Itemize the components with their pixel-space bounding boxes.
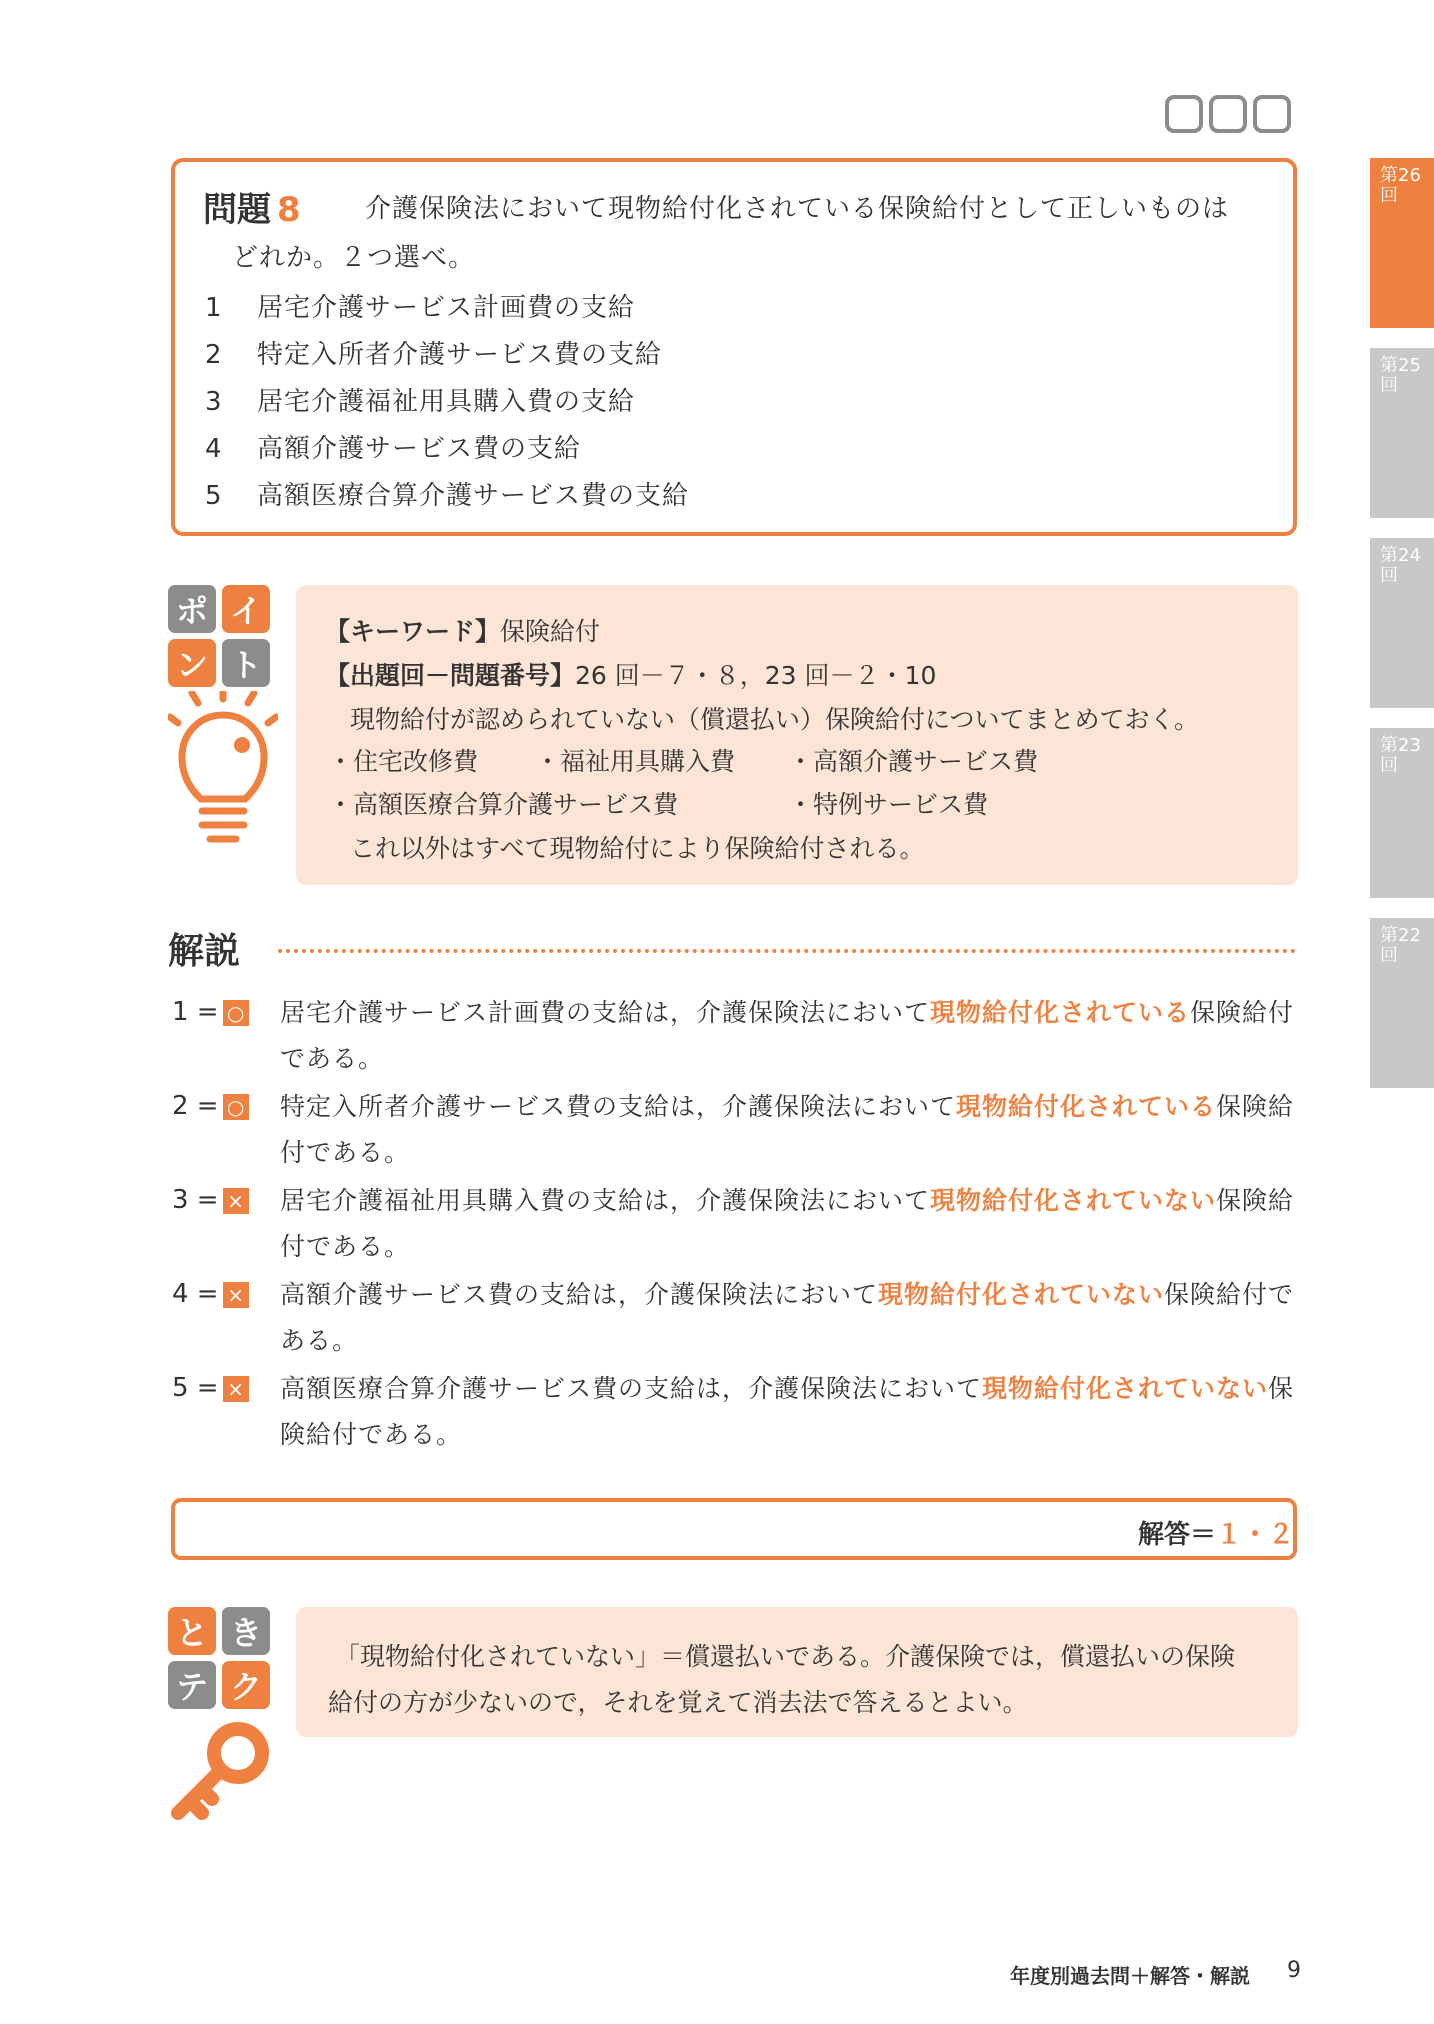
option-2[interactable] — [205, 334, 662, 371]
tokitech-icon-char: ク — [222, 1661, 270, 1709]
exp-pre: 居宅介護サービス計画費の支給は，介護保険法において — [280, 998, 931, 1027]
exp-highlight: 現物給付化されている — [930, 998, 1191, 1027]
option-text: 居宅介護サービス計画費の支給 — [257, 293, 636, 323]
question-number: 8 — [277, 190, 301, 230]
explanation-text-4 — [280, 1272, 1300, 1364]
page-number: 9 — [1287, 1958, 1301, 1983]
circle-mark-icon: ○ — [223, 1000, 249, 1026]
cross-mark-icon: × — [223, 1282, 249, 1308]
tab-label: 第26回 — [1380, 165, 1421, 206]
explanation-label-1 — [172, 997, 249, 1027]
answer-box — [171, 1498, 1297, 1560]
exp-post: 保険給付である。 — [280, 998, 1295, 1073]
tab-label: 第22回 — [1380, 925, 1421, 966]
option-text: 高額介護サービス費の支給 — [257, 434, 582, 464]
tokitech-line1: 「現物給付化されていない」＝償還払いである。介護保険では，償還払いの保険 — [335, 1642, 1236, 1671]
keyword-value: 保険給付 — [500, 617, 601, 646]
option-1[interactable] — [205, 287, 635, 324]
option-text: 高額医療合算介護サービス費の支給 — [257, 481, 690, 511]
question-title — [203, 182, 301, 231]
exp-pre: 高額介護サービス費の支給は，介護保険法において — [280, 1280, 879, 1309]
exp-highlight: 現物給付化されていない — [930, 1186, 1217, 1215]
point-icon — [168, 585, 278, 860]
tab-22[interactable] — [1370, 918, 1434, 1088]
circle-mark-icon: ○ — [223, 1094, 249, 1120]
item-label: 2 = — [172, 1091, 219, 1121]
heading-divider — [278, 949, 1296, 953]
point-icon-char: ト — [222, 639, 270, 687]
explanation-text-2 — [280, 1084, 1300, 1176]
tab-label: 第24回 — [1380, 545, 1421, 586]
point-line1: 現物給付が認められていない（償還払い）保険給付についてまとめておく。 — [350, 705, 1200, 734]
tokitech-icon-char: テ — [168, 1661, 216, 1709]
exp-pre: 居宅介護福祉用具購入費の支給は，介護保険法において — [280, 1186, 931, 1215]
point-icon-char: イ — [222, 585, 270, 633]
check-box[interactable] — [1165, 95, 1203, 133]
item-label: 3 = — [172, 1185, 219, 1215]
tab-23[interactable] — [1370, 728, 1434, 898]
option-num: 3 — [205, 387, 223, 417]
option-text: 特定入所者介護サービス費の支給 — [257, 340, 663, 370]
cross-mark-icon: × — [223, 1376, 249, 1402]
point-item: ・特例サービス費 — [788, 790, 989, 819]
option-num: 2 — [205, 340, 223, 370]
point-item: ・高額介護サービス費 — [788, 747, 1039, 776]
tab-label: 第23回 — [1380, 735, 1421, 776]
check-box[interactable] — [1253, 95, 1291, 133]
explanation-text-5 — [280, 1366, 1300, 1458]
exp-pre: 高額医療合算介護サービス費の支給は，介護保険法において — [280, 1374, 983, 1403]
answer — [1138, 1514, 1294, 1551]
source-label: 【出題回－問題番号】 — [325, 661, 576, 690]
explanation-label-3 — [172, 1185, 249, 1215]
item-label: 1 = — [172, 997, 219, 1027]
option-num: 1 — [205, 293, 223, 323]
point-item: ・高額医療合算介護サービス費 — [328, 790, 679, 819]
answer-value: １・２ — [1215, 1520, 1294, 1550]
tab-25[interactable] — [1370, 348, 1434, 518]
exp-highlight: 現物給付化されている — [956, 1092, 1217, 1121]
question-text-line1: 介護保険法において現物給付化されている保険給付として正しいものは — [365, 194, 1230, 224]
explanation-label-5 — [172, 1373, 249, 1403]
exp-post: 保険給付である。 — [280, 1092, 1295, 1167]
key-icon — [168, 1715, 278, 1835]
explanation-heading: 解説 — [168, 931, 241, 972]
exp-pre: 特定入所者介護サービス費の支給は，介護保険法において — [280, 1092, 957, 1121]
check-box[interactable] — [1209, 95, 1247, 133]
tokitech-icon — [168, 1607, 278, 1839]
keyword-line — [325, 612, 600, 648]
exp-highlight: 現物給付化されていない — [878, 1280, 1165, 1309]
cross-mark-icon: × — [223, 1188, 249, 1214]
option-num: 4 — [205, 434, 223, 464]
option-3[interactable] — [205, 381, 635, 418]
answer-label: 解答＝ — [1137, 1520, 1216, 1550]
point-item: ・福祉用具購入費 — [535, 747, 736, 776]
question-text-line2: どれか。２つ選べ。 — [232, 243, 476, 273]
exp-post: 保険給付である。 — [280, 1374, 1295, 1449]
point-item: ・住宅改修費 — [328, 747, 479, 776]
keyword-label: 【キーワード】 — [325, 617, 501, 646]
tab-24[interactable] — [1370, 538, 1434, 708]
option-num: 5 — [205, 481, 223, 511]
tokitech-icon-char: き — [222, 1607, 270, 1655]
source-line — [325, 656, 936, 692]
exp-post: 保険給付である。 — [280, 1186, 1295, 1261]
item-label: 5 = — [172, 1373, 219, 1403]
footer-text: 年度別過去問＋解答・解説 — [1010, 1964, 1250, 1988]
option-5[interactable] — [205, 475, 689, 512]
tab-26[interactable] — [1370, 158, 1434, 328]
tokitech-icon-char: と — [168, 1607, 216, 1655]
explanation-text-3 — [280, 1178, 1300, 1270]
explanation-label-2 — [172, 1091, 249, 1121]
point-line-last: これ以外はすべて現物給付により保険給付される。 — [350, 834, 925, 863]
option-4[interactable] — [205, 428, 581, 465]
point-icon-char: ポ — [168, 585, 216, 633]
exp-post: 保険給付である。 — [280, 1280, 1295, 1355]
exp-highlight: 現物給付化されていない — [982, 1374, 1269, 1403]
lightbulb-icon — [168, 691, 278, 856]
source-value: 26 回－７・８，23 回－２・10 — [575, 661, 937, 690]
item-label: 4 = — [172, 1279, 219, 1309]
tab-label: 第25回 — [1380, 355, 1421, 396]
check-boxes — [1165, 95, 1291, 133]
explanation-label-4 — [172, 1279, 249, 1309]
explanation-text-1 — [280, 990, 1300, 1082]
option-text: 居宅介護福祉用具購入費の支給 — [257, 387, 636, 417]
point-icon-char: ン — [168, 639, 216, 687]
tokitech-line2: 給付の方が少ないので，それを覚えて消去法で答えるとよい。 — [328, 1688, 1028, 1717]
question-label: 問題 — [203, 190, 271, 230]
